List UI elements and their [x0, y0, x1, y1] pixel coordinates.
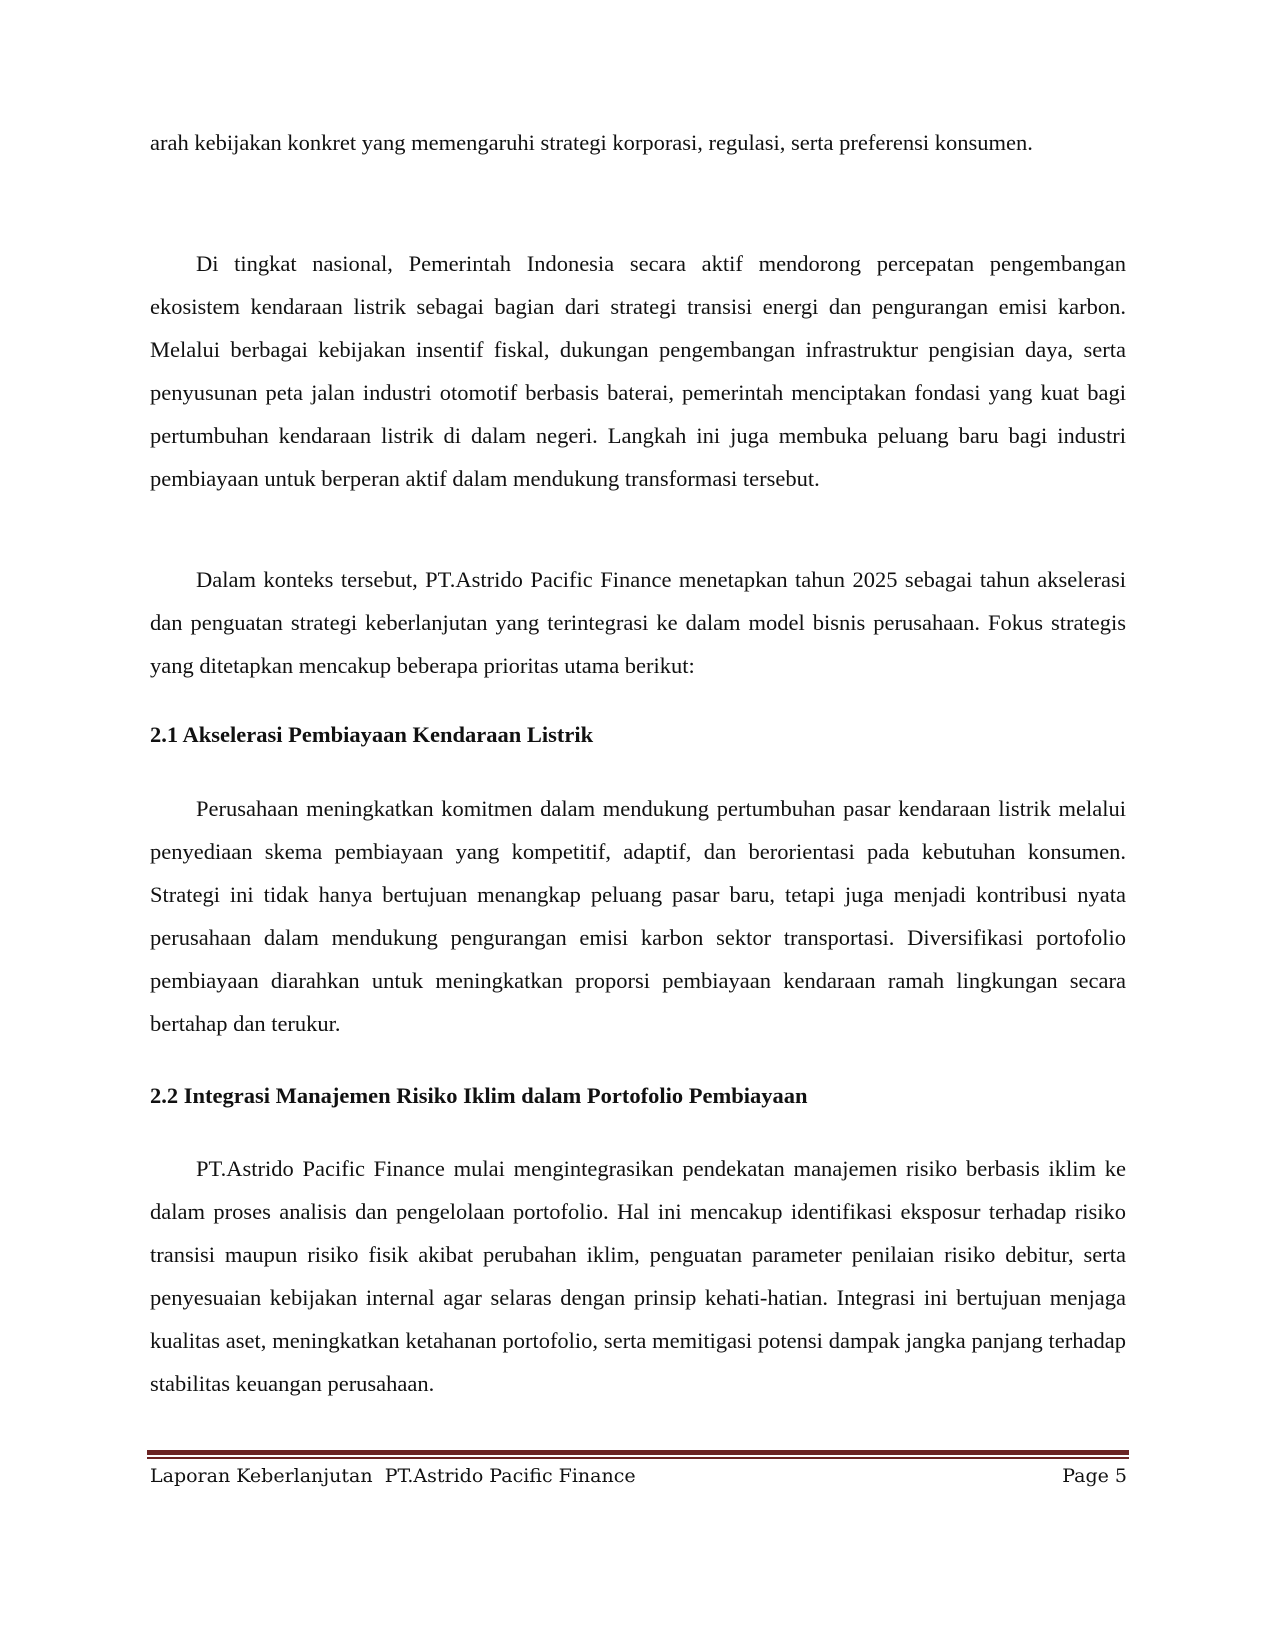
footer-rule: [147, 1450, 1129, 1455]
paragraph-continuation: arah kebijakan konkret yang memengaruhi strategi korporasi, regulasi, serta preferensi konsumen.: [150, 130, 1033, 155]
paragraph-national-policy: Di tingkat nasional, Pemerintah Indonesia secara aktif mendorong percepatan pengembangan ekosistem kendaraan listrik sebagai bagian dari strategi transisi energi dan pengurangan emisi karbon. Melalui berbagai kebijakan insentif fiskal, dukungan pengembangan infrastruktur pengisian daya, serta penyusunan peta jalan industri otomotif berbasis baterai, pemerintah menciptakan fondasi yang kuat bagi pertumbuhan kendaraan listrik di dalam negeri. Langkah ini juga membuka peluang baru bagi industri pembiayaan untuk berperan aktif dalam mendukung transformasi tersebut.: [150, 251, 1126, 491]
paragraph-company-context: Dalam konteks tersebut, PT.Astrido Pacific Finance menetapkan tahun 2025 sebagai tahun akselerasi dan penguatan strategi keberlanjutan yang terintegrasi ke dalam model bisnis perusahaan. Fokus strategis yang ditetapkan mencakup beberapa prioritas utama berikut:: [150, 567, 1126, 678]
footer-report-title: Laporan Keberlanjutan PT.Astrido Pacific Finance: [150, 1465, 636, 1487]
section-heading-2-2: 2.2 Integrasi Manajemen Risiko Iklim dalam Portofolio Pembiayaan: [150, 1083, 808, 1108]
footer-page-number: Page 5: [1062, 1465, 1127, 1487]
section-body-2-1: Perusahaan meningkatkan komitmen dalam mendukung pertumbuhan pasar kendaraan listrik melalui penyediaan skema pembiayaan yang kompetitif, adaptif, dan berorientasi pada kebutuhan konsumen. Strategi ini tidak hanya bertujuan menangkap peluang pasar baru, tetapi juga menjadi kontribusi nyata perusahaan dalam mendukung pengurangan emisi karbon sektor transportasi. Diversifikasi portofolio pembiayaan diarahkan untuk meningkatkan proporsi pembiayaan kendaraan ramah lingkungan secara bertahap dan terukur.: [150, 796, 1126, 1036]
section-body-2-2: PT.Astrido Pacific Finance mulai mengintegrasikan pendekatan manajemen risiko berbasis iklim ke dalam proses analisis dan pengelolaan portofolio. Hal ini mencakup identifikasi eksposur terhadap risiko transisi maupun risiko fisik akibat perubahan iklim, penguatan parameter penilaian risiko debitur, serta penyesuaian kebijakan internal agar selaras dengan prinsip kehati-hatian. Integrasi ini bertujuan menjaga kualitas aset, meningkatkan ketahanan portofolio, serta memitigasi potensi dampak jangka panjang terhadap stabilitas keuangan perusahaan.: [150, 1156, 1126, 1396]
section-heading-2-1: 2.1 Akselerasi Pembiayaan Kendaraan Listrik: [150, 722, 594, 747]
footer-rule-thin: [147, 1457, 1129, 1459]
